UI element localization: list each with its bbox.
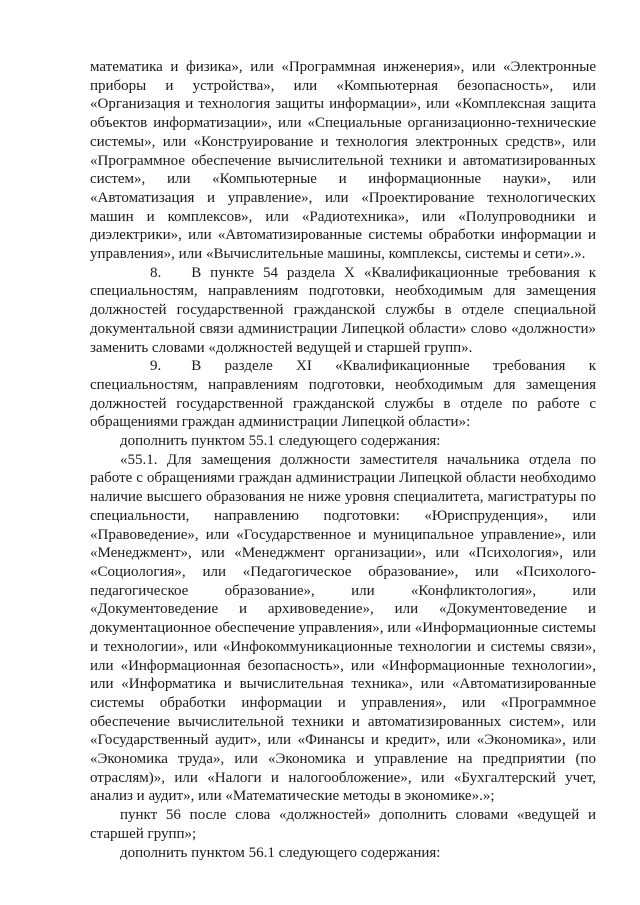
- item-number-8: 8.: [150, 264, 162, 281]
- paragraph-point-56: пункт 56 после слова «должностей» дополнить словами «ведущей и старшей групп»;: [90, 807, 596, 842]
- paragraph-item-9: [90, 357, 596, 432]
- item-8-text: В пункте 54 раздела X «Квалификационные требования к специальностям, направлениям подготовки, необходимым для замещения должностей государственной гражданской службы в отделе специальной документальной связи администрации Липецкой области» слово «должности» заменить словами «должностей ведущей и старшей групп».: [90, 264, 596, 356]
- item-9-text: В разделе XI «Квалификационные требования к специальностям, направлениям подготовки, необходимым для замещения должностей государственной гражданской службы в отделе по работе с обращениями граждан администрации Липецкой области»:: [90, 358, 596, 431]
- item-number-9: 9.: [150, 358, 162, 375]
- paragraph-add-55-1: дополнить пунктом 55.1 следующего содержания:: [120, 433, 441, 450]
- paragraph-clause-55-1: «55.1. Для замещения должности заместителя начальника отдела по работе с обращениями граждан администрации Липецкой области необходимо наличие высшего образования не ниже уровня специалитета, магистратуры по специальности, направлению подготовки: «Юриспруденция», или «Правоведение», или «Государственное и муниципальное управление», или «Менеджмент», или «Менеджмент организации», или «Психология», или «Социология», или «Педагогическое образование», или «Психолого-педагогическое образование», или «Конфликтология», или «Документоведение и архивоведение», или «Документоведение и документационное обеспечение управления», или «Информационные системы и технологии», или «Инфокоммуникационные технологии и системы связи», или «Информационная безопасность», или «Информационные технологии», или «Информатика и вычислительная техника», или «Автоматизированные системы обработки информации и управления», или «Программное обеспечение вычислительной техники и автоматизированных систем», или «Государственный аудит», или «Финансы и кредит», или «Экономика», или «Экономика труда», или «Экономика и управление на предприятии (по отраслям)», или «Налоги и налогообложение», или «Бухгалтерский учет, анализ и аудит», или «Математические методы в экономике».»;: [90, 451, 596, 805]
- paragraph-item-8: [90, 264, 596, 358]
- paragraph-add-56-1: дополнить пунктом 56.1 следующего содержания:: [120, 844, 441, 861]
- paragraph-specialties-list-end: математика и физика», или «Программная инженерия», или «Электронные приборы и устройства», или «Компьютерная безопасность», или «Организация и технология защиты информации», или «Комплексная защита объектов информатизации», или «Специальные организационно-технические системы», или «Конструирование и технология электронных средств», или «Программное обеспечение вычислительной техники и автоматизированных систем», или «Компьютерные и информационные науки», или «Автоматизация и управление», или «Проектирование технологических машин и комплексов», или «Радиотехника», или «Полупроводники и диэлектрики», или «Автоматизированные системы обработки информации и управления», или «Вычислительные машины, комплексы, системы и сети».».: [90, 59, 596, 263]
